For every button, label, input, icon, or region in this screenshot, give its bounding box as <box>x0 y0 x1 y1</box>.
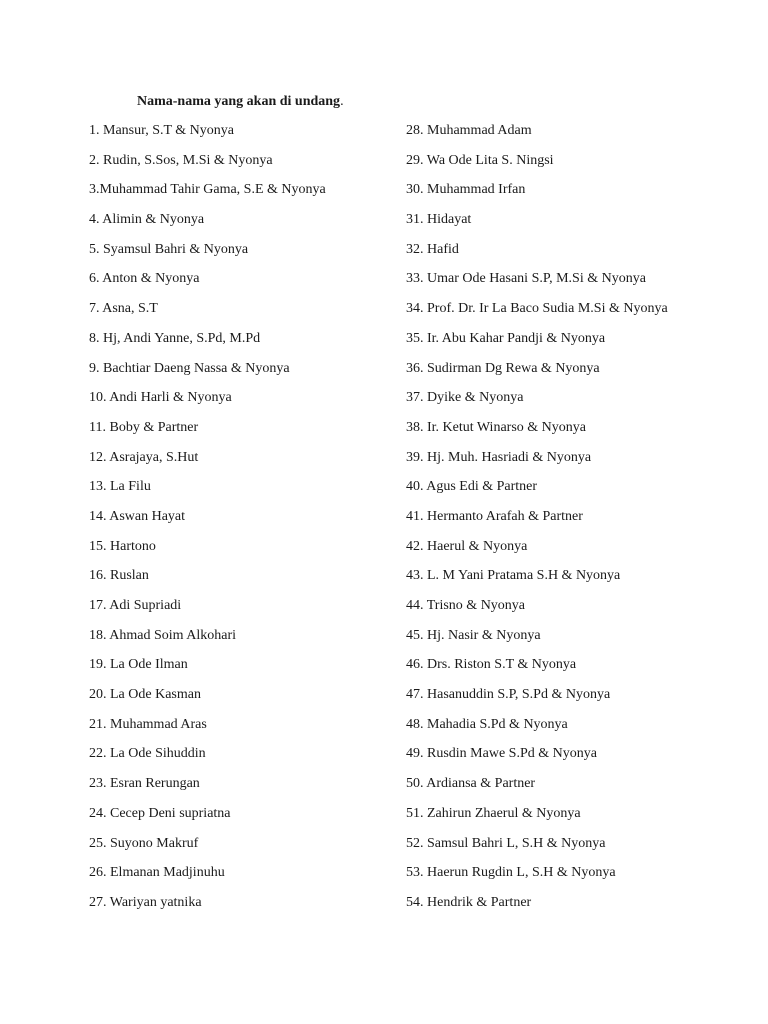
guest-list-item: 8. Hj, Andi Yanne, S.Pd, M.Pd <box>89 330 261 346</box>
guest-list-item: 2. Rudin, S.Sos, M.Si & Nyonya <box>89 152 273 168</box>
guest-list-item: 5. Syamsul Bahri & Nyonya <box>89 241 249 257</box>
guest-list-item: 11. Boby & Partner <box>89 419 199 435</box>
guest-list-item: 46. Drs. Riston S.T & Nyonya <box>406 657 577 673</box>
guest-list-item: 49. Rusdin Mawe S.Pd & Nyonya <box>406 746 597 762</box>
guest-list-item: 36. Sudirman Dg Rewa & Nyonya <box>406 360 600 376</box>
guest-list-item: 22. La Ode Sihuddin <box>89 746 206 762</box>
guest-list-item: 16. Ruslan <box>89 568 149 584</box>
guest-list-item: 21. Muhammad Aras <box>89 716 207 732</box>
guest-list-item: 6. Anton & Nyonya <box>89 271 200 287</box>
guest-list-item: 1. Mansur, S.T & Nyonya <box>89 123 235 138</box>
guest-list-item: 27. Wariyan yatnika <box>89 894 202 910</box>
guest-list-item: 37. Dyike & Nyonya <box>406 390 524 406</box>
guest-list-item: 40. Agus Edi & Partner <box>406 479 538 495</box>
guest-list-left-column <box>89 121 389 923</box>
guest-list-item: 14. Aswan Hayat <box>89 508 186 524</box>
guest-list-item: 51. Zahirun Zhaerul & Nyonya <box>406 805 581 821</box>
guest-list-item: 20. La Ode Kasman <box>89 687 201 703</box>
guest-list-item: 30. Muhammad Irfan <box>406 182 526 198</box>
guest-list-item: 35. Ir. Abu Kahar Pandji & Nyonya <box>406 330 606 346</box>
guest-list-item: 48. Mahadia S.Pd & Nyonya <box>406 716 568 732</box>
document-title <box>137 92 344 112</box>
guest-list-item: 26. Elmanan Madjinuhu <box>89 865 225 881</box>
guest-list-item: 43. L. M Yani Pratama S.H & Nyonya <box>406 568 621 584</box>
guest-list-item: 41. Hermanto Arafah & Partner <box>406 508 583 524</box>
guest-list-item: 23. Esran Rerungan <box>89 776 200 792</box>
guest-list-item: 50. Ardiansa & Partner <box>406 776 536 792</box>
guest-list-right-column <box>406 121 681 923</box>
guest-list-item: 44. Trisno & Nyonya <box>406 598 526 613</box>
title-text: Nama-nama yang akan di undang <box>137 94 341 109</box>
guest-list-item: 15. Hartono <box>89 538 156 554</box>
guest-list-item: 24. Cecep Deni supriatna <box>89 805 231 821</box>
guest-list-item: 12. Asrajaya, S.Hut <box>89 449 199 465</box>
guest-list-item: 32. Hafid <box>406 241 459 257</box>
guest-list-item: 7. Asna, S.T <box>89 301 158 317</box>
guest-list-item: 38. Ir. Ketut Winarso & Nyonya <box>406 419 586 435</box>
guest-list-item: 10. Andi Harli & Nyonya <box>89 390 232 406</box>
guest-list-item: 17. Adi Supriadi <box>89 598 182 613</box>
title-punctuation: . <box>340 94 344 109</box>
guest-list-item: 34. Prof. Dr. Ir La Baco Sudia M.Si & Nyonya <box>406 301 668 317</box>
guest-list-item: 13. La Filu <box>89 479 151 495</box>
guest-list-item: 28. Muhammad Adam <box>406 123 532 138</box>
guest-list-item: 18. Ahmad Soim Alkohari <box>89 627 236 643</box>
guest-list-item: 39. Hj. Muh. Hasriadi & Nyonya <box>406 449 592 465</box>
guest-list-item: 3.Muhammad Tahir Gama, S.E & Nyonya <box>89 182 326 198</box>
guest-list-item: 52. Samsul Bahri L, S.H & Nyonya <box>406 835 606 851</box>
guest-list-item: 45. Hj. Nasir & Nyonya <box>406 627 541 643</box>
guest-list-item: 33. Umar Ode Hasani S.P, M.Si & Nyonya <box>406 271 646 287</box>
guest-list-item: 31. Hidayat <box>406 212 472 228</box>
guest-list-item: 4. Alimin & Nyonya <box>89 212 205 228</box>
guest-list-item: 19. La Ode Ilman <box>89 657 188 673</box>
guest-list-item: 25. Suyono Makruf <box>89 835 199 851</box>
guest-list-item: 47. Hasanuddin S.P, S.Pd & Nyonya <box>406 687 611 703</box>
guest-list-item: 54. Hendrik & Partner <box>406 894 532 910</box>
guest-list-item: 9. Bachtiar Daeng Nassa & Nyonya <box>89 360 290 376</box>
guest-list-item: 42. Haerul & Nyonya <box>406 538 528 554</box>
guest-list-item: 53. Haerun Rugdin L, S.H & Nyonya <box>406 865 616 881</box>
guest-list-item: 29. Wa Ode Lita S. Ningsi <box>406 152 554 168</box>
